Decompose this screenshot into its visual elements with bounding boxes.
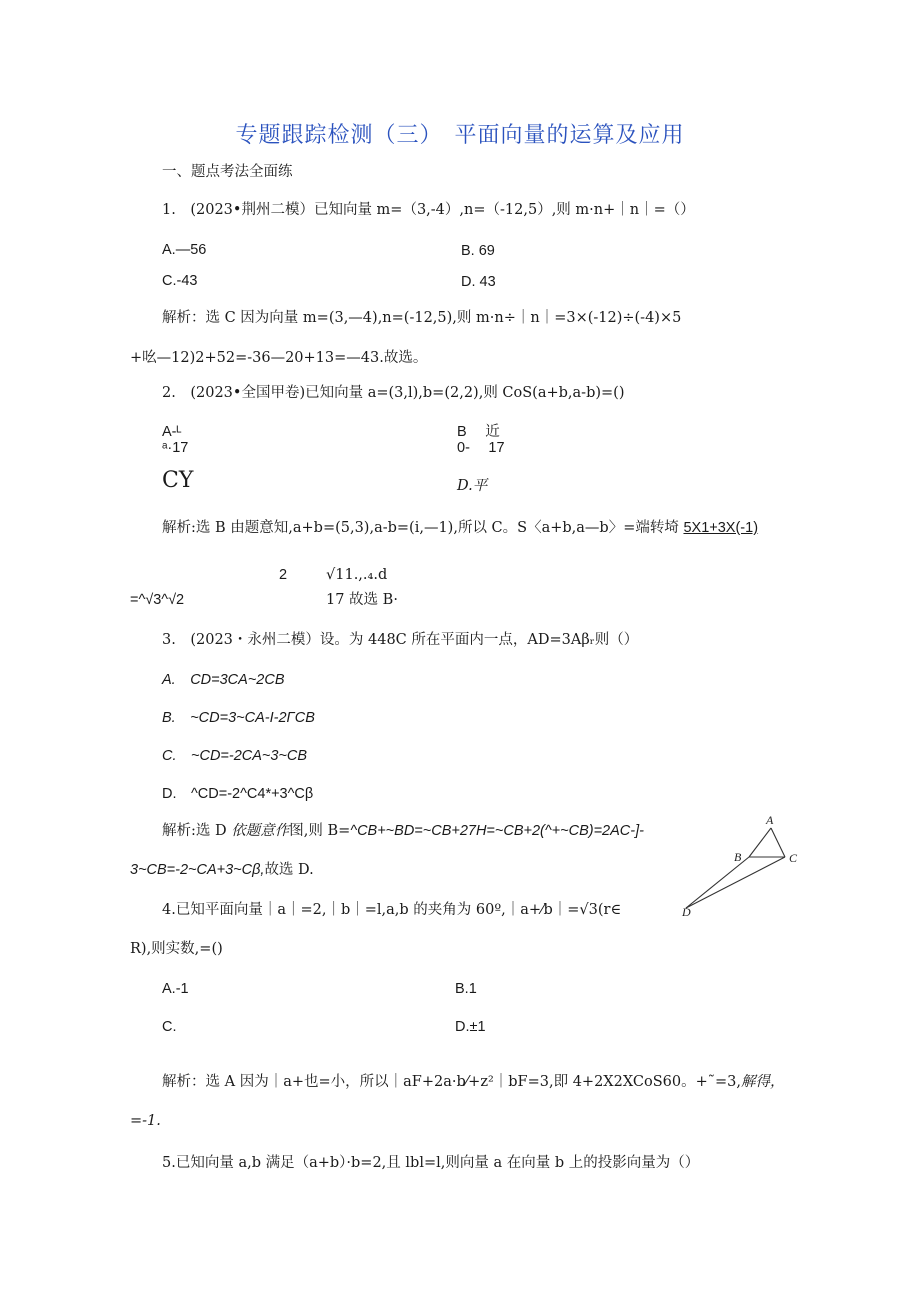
q2-solution-numerator: 5X1+3X(-1) <box>683 520 759 536</box>
q3-option-d: D. ^CD=-2^C4*+3^Cβ <box>162 786 314 802</box>
q2-solution-line-1 <box>162 519 758 537</box>
q3-solution-prefix: 解析:选 D <box>162 823 232 839</box>
q3-solution-line-1 <box>162 822 644 840</box>
q4-solution-line-2: =-1. <box>130 1113 161 1129</box>
q4-option-d: D.±1 <box>455 1019 486 1035</box>
q1-stem: 1. (2023•荆州二模）已知向量 m=（3,-4）,n=（-12,5）,则 m·n+｜n｜=（） <box>162 202 695 218</box>
figure-label-c: C <box>789 851 798 865</box>
triangle-lines <box>686 828 785 908</box>
q2-fraction-fragment-2: √11.,.₄.d <box>326 567 388 583</box>
q4-option-c: C. <box>162 1019 177 1035</box>
q2-option-d: D.平 <box>457 478 488 494</box>
q2-option-a-line-1: A-ᴸ <box>162 424 182 440</box>
q2-option-b-line-2: 0- 17 <box>457 440 505 456</box>
q3-solution-mid: 图,则 B= <box>289 823 351 839</box>
q2-fraction-fragment-1: 2 <box>279 567 288 583</box>
figure-label-b: B <box>734 850 742 864</box>
q1-solution-line-2: +吆—12)2+52=-36—20+13=—43.故选。 <box>130 350 428 366</box>
q4-stem-line-2: R),则实数,=() <box>130 941 223 957</box>
section-heading: 一、题点考法全面练 <box>162 164 293 180</box>
q3-solution-conclusion: 故选 D. <box>264 862 314 878</box>
q3-option-a: A. CD=3CA~2CB <box>162 672 285 688</box>
q4-option-b: B.1 <box>455 981 477 997</box>
q4-solution-line-1 <box>162 1073 785 1091</box>
q3-solution-italic: 依题意作 <box>231 823 290 839</box>
figure-label-d: D <box>682 905 691 919</box>
q2-stem: 2. (2023•全国甲卷)已知向量 a=(3,l),b=(2,2),则 CoS(a+b,a-b)=() <box>162 385 625 401</box>
q3-option-c: C. ~CD=-2CA~3~CB <box>162 748 308 764</box>
triangle-figure <box>672 812 812 922</box>
q2-solution-line-2b: 17 故选 B· <box>326 592 398 608</box>
q3-solution-line-2 <box>130 861 314 879</box>
q1-option-d: D. 43 <box>461 274 496 290</box>
q3-solution-expression: ^CB+~BD=~CB+27H=~CB+2(^+~CB)=2AC-]- <box>350 823 644 839</box>
q3-stem: 3. (2023・永州二模）设。为 448C 所在平面内一点，AD=3Aβᵣ则（） <box>162 632 639 648</box>
q2-solution-line-2a: =^√3^√2 <box>130 592 185 608</box>
q2-option-b-line-1: B 近 <box>457 424 500 440</box>
q2-option-c: CY <box>162 468 194 493</box>
q3-option-b: B. ~CD=3~CA-I-2ΓCB <box>162 710 315 726</box>
q1-solution-line-1: 解析：选 C 因为向量 m=(3,—4),n=(-12,5),则 m·n÷｜n｜=3×(-12)÷(-4)×5 <box>162 310 682 326</box>
q4-stem-line-1: 4.已知平面向量｜a｜=2,｜b｜=l,a,b 的夹角为 60º,｜a+⁄b｜=√3(r∈ <box>162 902 622 918</box>
q4-solution-text: 解析：选 A 因为｜a+也=小，所以｜aF+2a·b⁄+z²｜bF=3,即 4+2X2XCoS60。+˜=3, <box>162 1074 742 1090</box>
q4-option-a: A.-1 <box>162 981 189 997</box>
q1-option-b: B. 69 <box>461 243 495 259</box>
q1-option-a: A.—56 <box>162 242 207 258</box>
page-title: 专题跟踪检测（三） 平面向量的运算及应用 <box>235 123 685 148</box>
figure-label-a: A <box>766 813 774 827</box>
q1-option-c: C.-43 <box>162 273 198 289</box>
q4-solution-italic: 解得， <box>741 1074 785 1090</box>
q5-stem: 5.已知向量 a,b 满足（a+b）·b=2,且 lbl=l,则向量 a 在向量 b 上的投影向量为（） <box>162 1155 700 1171</box>
q2-option-a-line-2: ᵃ·17 <box>162 440 189 456</box>
q2-solution-text: 解析:选 B 由题意知,a+b=(5,3),a-b=(i,—1),所以 C。S〈a+b,a—b〉=端转埼 <box>162 520 684 536</box>
q3-solution-expression-2: 3~CB=-2~CA+3~Cβ, <box>130 862 265 878</box>
